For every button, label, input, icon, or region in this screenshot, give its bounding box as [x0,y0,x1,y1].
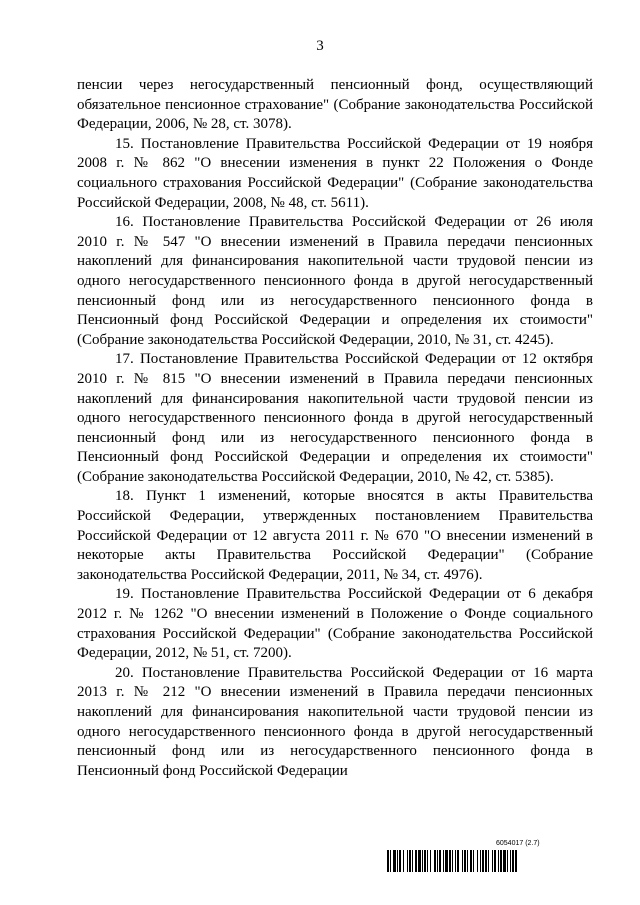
paragraph-item-20: 20. Постановление Правительства Российской Федерации от 16 марта 2013 г. № 212 "О внесении изменений в Правила передачи пенсионных накоплений для финансирования накопительной части трудовой пенсии из одного негосударственного пенсионного фонда в другой негосударственный пенсионный фонд или из негосударственного пенсионного фонда в Пенсионный фонд Российской Федерации [77,664,593,779]
paragraph-item-18: 18. Пункт 1 изменений, которые вносятся в акты Правительства Российской Федерации, утвержденных постановлением Правительства Российской Федерации от 12 августа 2011 г. № 670 "О внесении изменений в некоторые акты Правительства Российской Федерации" (Собрание законодательства Российской Федерации, 2011, № 34, ст. 4976). [77,488,593,583]
paragraph-continuation: пенсии через негосударственный пенсионный фонд, осуществляющий обязательное пенсионное страхование" (Собрание законодательства Российской Федерации, 2006, № 28, ст. 3078). [77,77,593,133]
paragraph-item-19: 19. Постановление Правительства Российской Федерации от 6 декабря 2012 г. № 1262 "О внесении изменений в Положение о Фонде социального страхования Российской Федерации" (Собрание законодательства Российской Федерации, 2012, № 51, ст. 7200). [77,586,593,662]
document-body [77,76,593,781]
paragraph-item-17: 17. Постановление Правительства Российской Федерации от 12 октября 2010 г. № 815 "О внесении изменений в Правила передачи пенсионных накоплений для финансирования накопительной части трудовой пенсии из одного негосударственного пенсионного фонда в другой негосударственный пенсионный фонд или из негосударственного пенсионного фонда в Пенсионный фонд Российской Федерации и определения их стоимости" (Собрание законодательства Российской Федерации, 2010, № 42, ст. 5385). [77,351,593,485]
document-code: 6054017 (2.7) [496,840,540,847]
paragraph-item-16: 16. Постановление Правительства Российской Федерации от 26 июля 2010 г. № 547 "О внесении изменений в Правила передачи пенсионных накоплений для финансирования накопительной части трудовой пенсии из одного негосударственного пенсионного фонда в другой негосударственный пенсионный фонд или из негосударственного пенсионного фонда в Пенсионный фонд Российской Федерации и определения их стоимости" (Собрание законодательства Российской Федерации, 2010, № 31, ст. 4245). [77,214,593,348]
barcode-image [387,850,593,872]
paragraph-item-15: 15. Постановление Правительства Российской Федерации от 19 ноября 2008 г. № 862 "О внесении изменения в пункт 22 Положения о Фонде социального страхования Российской Федерации" (Собрание законодательства Российской Федерации, 2008, № 48, ст. 5611). [77,135,593,211]
page-number: 3 [316,38,324,54]
